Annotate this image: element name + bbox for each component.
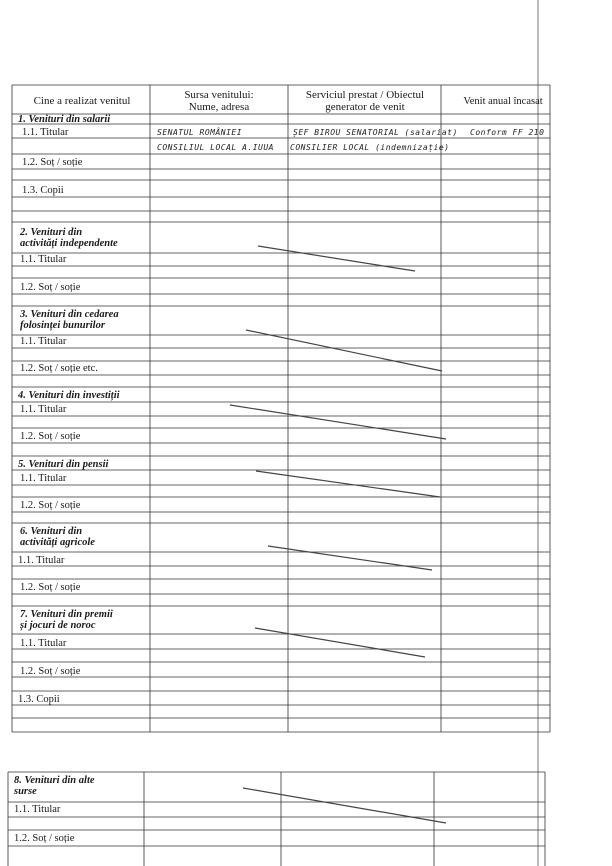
- section-2-title-line2: activități independente: [20, 238, 118, 249]
- cross-out-s4: [230, 405, 446, 439]
- s6-spouse-label: 1.2. Soț / soție: [20, 582, 81, 593]
- cross-out-s7: [255, 628, 425, 657]
- s1-source-senate: SENATUL ROMÂNIEI: [157, 128, 243, 137]
- section-4-title: 4. Venituri din investiții: [18, 390, 120, 401]
- section-3-title-line1: 3. Venituri din cedarea: [20, 309, 119, 320]
- s1-source-council: CONSILIUL LOCAL A.IUUA: [157, 143, 274, 152]
- section-8-title-line2: surse: [14, 786, 37, 797]
- section-2-title: [20, 227, 146, 249]
- upper-row-lines: [12, 85, 550, 732]
- section-7-title: [20, 609, 113, 631]
- header-income: Venit anual încasat: [463, 96, 543, 107]
- cross-out-s2: [258, 246, 415, 271]
- s2-spouse-label: 1.2. Soț / soție: [20, 282, 81, 293]
- header-source: [152, 89, 286, 113]
- s7-spouse-label: 1.2. Soț / soție: [20, 666, 81, 677]
- s1-children-label: 1.3. Copii: [22, 185, 64, 196]
- s8-spouse-label: 1.2. Soț / soție: [14, 833, 75, 844]
- s3-titular-label: 1.1. Titular: [20, 336, 67, 347]
- header-source-line1: Sursa venitului:: [184, 89, 254, 101]
- s1-titular-label: 1.1. Titular: [22, 127, 69, 138]
- cross-out-s5: [256, 471, 440, 497]
- section-7-title-line2: și jocuri de noroc: [20, 620, 96, 631]
- s6-titular-label: 1.1. Titular: [18, 555, 65, 566]
- section-8-title: [14, 775, 95, 797]
- cross-out-s3: [246, 330, 442, 371]
- s1-spouse-label: 1.2. Soț / soție: [22, 157, 83, 168]
- header-who: Cine a realizat venitul: [33, 95, 131, 107]
- section-1-title: 1. Venituri din salarii: [18, 114, 111, 125]
- s1-service-senate: ȘEF BIROU SENATORIAL (salariat): [293, 128, 458, 137]
- s8-titular-label: 1.1. Titular: [14, 804, 61, 815]
- section-2-title-line1: 2. Venituri din: [20, 227, 83, 238]
- s1-service-council: CONSILIER LOCAL (indemnizație): [290, 143, 450, 152]
- cross-out-s6: [268, 546, 432, 570]
- s4-titular-label: 1.1. Titular: [20, 404, 67, 415]
- s5-spouse-label: 1.2. Soț / soție: [20, 500, 81, 511]
- section-3-title: [20, 309, 119, 331]
- header-service: [290, 89, 440, 113]
- section-3-title-line2: folosinței bunurilor: [20, 320, 105, 331]
- section-6-title-line2: activități agricole: [20, 537, 95, 548]
- header-source-line2: Nume, adresa: [188, 101, 250, 113]
- cross-out-strokes: [230, 246, 446, 823]
- s7-children-label: 1.3. Copii: [18, 694, 60, 705]
- section-8-title-line1: 8. Venituri din alte: [14, 775, 95, 786]
- header-service-line2: generator de venit: [325, 101, 405, 113]
- s2-titular-label: 1.1. Titular: [20, 254, 67, 265]
- section-7-title-line1: 7. Venituri din premii: [20, 609, 113, 620]
- section-6-title: [20, 526, 142, 548]
- s3-spouse-label: 1.2. Soț / soție etc.: [20, 363, 98, 374]
- s4-spouse-label: 1.2. Soț / soție: [20, 431, 81, 442]
- upper-col-lines: [12, 85, 550, 732]
- section-6-title-line1: 6. Venituri din: [20, 526, 83, 537]
- header-service-line1: Serviciul prestat / Obiectul: [305, 89, 425, 101]
- s7-titular-label: 1.1. Titular: [20, 638, 67, 649]
- cross-out-s8: [243, 788, 446, 823]
- s5-titular-label: 1.1. Titular: [20, 473, 67, 484]
- s1-income-senate: Conform FF 210: [470, 128, 545, 137]
- section-5-title: 5. Venituri din pensii: [18, 459, 109, 470]
